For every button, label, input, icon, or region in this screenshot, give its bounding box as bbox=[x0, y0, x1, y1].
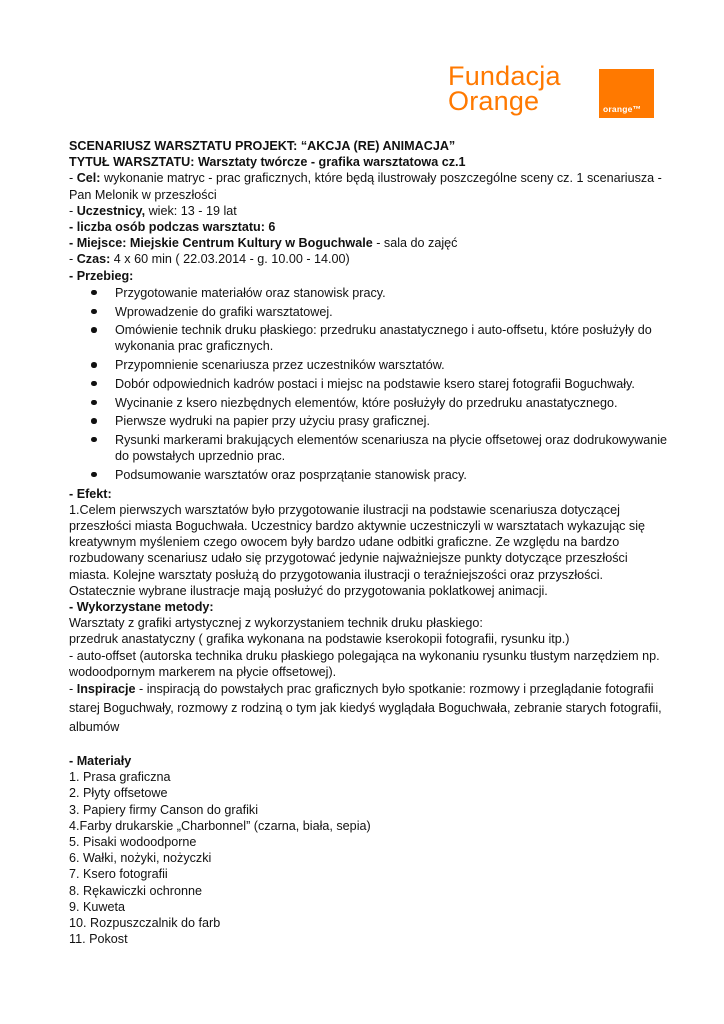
list-item: 9. Kuweta bbox=[69, 899, 126, 914]
scenario-title: SCENARIUSZ WARSZTATU PROJEKT: “AKCJA (RE) ANIMACJA” bbox=[69, 139, 456, 153]
orange-square-logo bbox=[599, 69, 654, 118]
goal-label: Cel: bbox=[76, 171, 101, 186]
list-item: Rysunki markerami brakujących elementów scenariusza na płycie offsetowej oraz dodrukowywanie do powstałych uprzednio prac. bbox=[69, 432, 669, 464]
goal-text: wykonanie matryc - prac graficznych, które będą ilustrowały poszczególne sceny cz. 1 scenariusza - Pan Melonik w przeszłości bbox=[69, 171, 662, 202]
list-item: 5. Pisaki wodoodporne bbox=[69, 835, 197, 850]
inspiration-label: Inspiracje bbox=[76, 682, 136, 696]
orange-square-label: orange™ bbox=[603, 104, 642, 114]
list-item: 3. Papiery firmy Canson do grafiki bbox=[69, 802, 258, 817]
list-item: 11. Pokost bbox=[69, 932, 128, 947]
list-item: Podsumowanie warsztatów oraz posprzątanie stanowisk pracy. bbox=[69, 467, 669, 483]
logo-line-1: Fundacja bbox=[448, 61, 561, 91]
location-line bbox=[69, 235, 669, 251]
workshop-title: TYTUŁ WARSZTATU: Warsztaty twórcze - grafika warsztatowa cz.1 bbox=[69, 155, 466, 170]
location-text: - sala do zajęć bbox=[372, 236, 458, 251]
list-item: 2. Płyty offsetowe bbox=[69, 786, 168, 801]
list-item: 7. Ksero fotografii bbox=[69, 867, 168, 882]
time-label: Czas: bbox=[76, 252, 111, 267]
logo-wordmark bbox=[448, 61, 598, 116]
list-item: Wycinanie z ksero niezbędnych elementów, które posłużyły do przedruku anastatycznego. bbox=[69, 395, 669, 411]
list-item: Omówienie technik druku płaskiego: przedruku anastatycznego i auto-offsetu, które posłużyły do wykonania prac graficznych. bbox=[69, 322, 669, 354]
logo-line-2: Orange bbox=[448, 86, 540, 116]
list-item: 1. Prasa graficzna bbox=[69, 770, 171, 785]
list-item: Przypomnienie scenariusza przez uczestników warsztatów. bbox=[69, 357, 669, 373]
fundacja-orange-logo bbox=[448, 61, 660, 120]
list-item: 10. Rozpuszczalnik do farb bbox=[69, 916, 221, 931]
list-item: Pierwsze wydruki na papier przy użyciu prasy graficznej. bbox=[69, 413, 669, 429]
time-line: - Czas: 4 x 60 min ( 22.03.2014 - g. 10.00 - 14.00) bbox=[69, 252, 350, 267]
list-item: Dobór odpowiednich kadrów postaci i miejsc na podstawie ksero starej fotografii Boguchwały. bbox=[69, 376, 669, 392]
document-body bbox=[69, 138, 669, 947]
list-item: 8. Rękawiczki ochronne bbox=[69, 883, 202, 898]
methods-line-2: przedruk anastatyczny ( grafika wykonana na podstawie kserokopii fotografii, rysunku itp.) bbox=[69, 632, 570, 647]
inspiration-text: - inspiracją do powstałych prac graficznych było spotkanie: rozmowy i przeglądanie fotografii starej Boguchwały, rozmowy z rodziną o tym jak kiedyś wyglądała Boguchwała, zebranie starych fotografii, albumów bbox=[69, 682, 662, 734]
participants-label: Uczestnicy, bbox=[76, 203, 146, 218]
participant-count: - liczba osób podczas warsztatu: 6 bbox=[69, 220, 276, 235]
methods-line-1: Warsztaty z grafiki artystycznej z wykorzystaniem technik druku płaskiego: bbox=[69, 616, 483, 631]
effect-label: - Efekt: bbox=[69, 486, 112, 501]
spacer bbox=[69, 737, 669, 753]
course-label: - Przebieg: bbox=[69, 268, 134, 283]
course-list bbox=[69, 285, 669, 483]
list-item: Wprowadzenie do grafiki warsztatowej. bbox=[69, 304, 669, 320]
materials-label: - Materiały bbox=[69, 754, 132, 768]
goal-paragraph: - Cel: wykonanie matryc - prac graficznych, które będą ilustrowały poszczególne sceny cz. 1 scenariusza - Pan Melonik w przeszłości bbox=[69, 171, 662, 202]
methods-line-3: - auto-offset (autorska technika druku płaskiego polegająca na wykonaniu rysunku tłustym narzędziem np. wodoodpornym markerem na płycie offsetowej). bbox=[69, 648, 660, 679]
location-label: - Miejsce: Miejskie Centrum Kultury w Boguchwale bbox=[69, 236, 373, 251]
participants-line: - Uczestnicy, wiek: 13 - 19 lat bbox=[69, 203, 237, 218]
inspiration-paragraph: - Inspiracje - inspiracją do powstałych prac graficznych było spotkanie: rozmowy i przeglądanie fotografii starej Boguchwały, rozmowy z rodziną o tym jak kiedyś wyglądała Boguchwała, zebranie starych fotografii, albumów bbox=[69, 682, 662, 734]
effect-text-2: Ostatecznie wybrane ilustracje mają posłużyć do przygotowania poklatkowej animacji. bbox=[69, 583, 548, 598]
participants-text: wiek: 13 - 19 lat bbox=[145, 203, 237, 218]
effect-text: 1.Celem pierwszych warsztatów było przygotowanie ilustracji na podstawie scenariusza dotyczącej przeszłości miasta Boguchwała. Uczestnicy bardzo aktywnie uczestniczyli w warsztatach wykazując się kreatywnym myśleniem czego owocem były bardzo udane odbitki graficzne. Ze względu na bardzo rozbudowany scenariusz udało się przygotować jedynie najważniejsze punkty dotyczące przeszłości miasta. Kolejne warsztaty posłużą do przygotowania ilustracji o teraźniejszości oraz przyszłości. bbox=[69, 502, 646, 582]
time-text: 4 x 60 min ( 22.03.2014 - g. 10.00 - 14.00) bbox=[110, 252, 350, 267]
list-item: 6. Wałki, nożyki, nożyczki bbox=[69, 851, 212, 866]
list-item: Przygotowanie materiałów oraz stanowisk pracy. bbox=[69, 285, 669, 301]
list-item: 4.Farby drukarskie „Charbonnel” (czarna, biała, sepia) bbox=[69, 818, 371, 833]
methods-label: - Wykorzystane metody: bbox=[69, 599, 214, 614]
